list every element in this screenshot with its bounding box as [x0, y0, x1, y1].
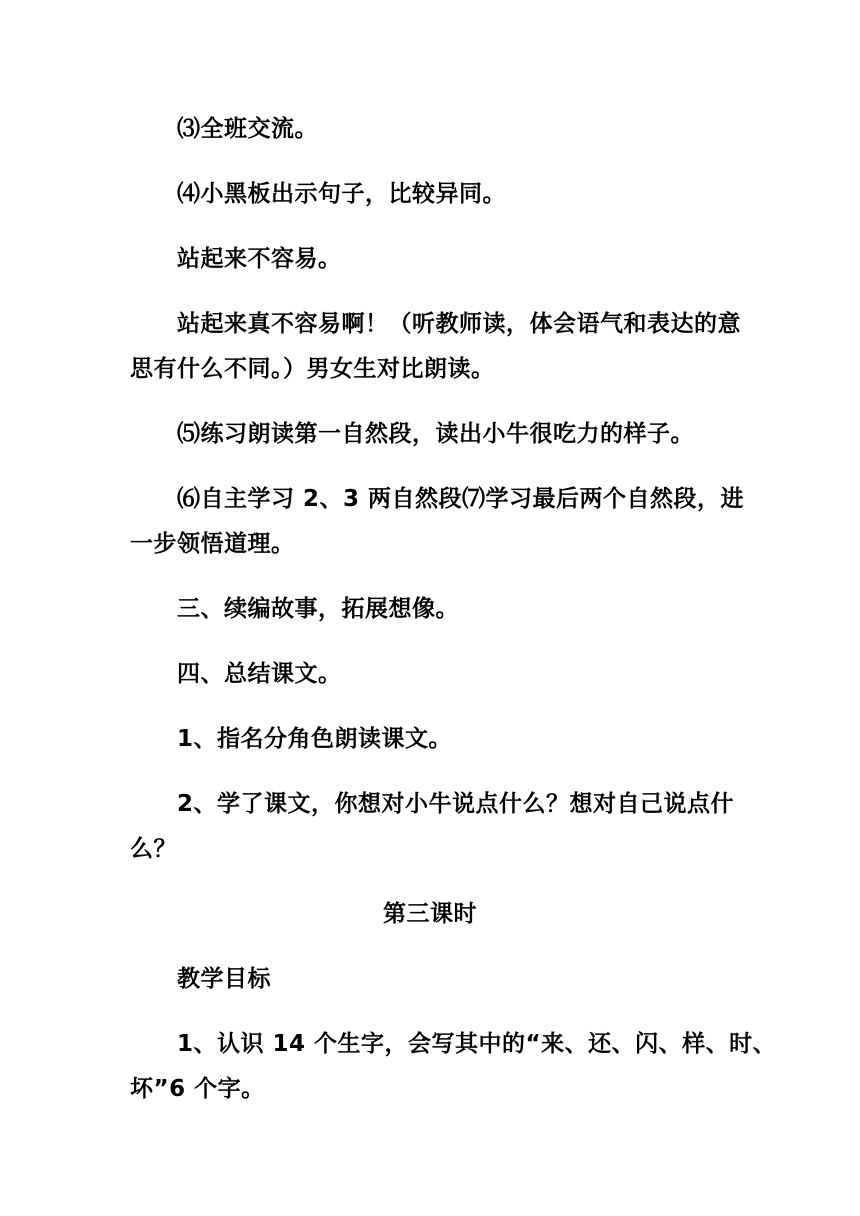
lesson-title: 第三课时: [383, 901, 477, 927]
paragraph-step-6-7-cont: 一步领悟道理。: [130, 531, 295, 557]
paragraph-step-3: ⑶全班交流。: [177, 116, 318, 142]
paragraph-step-6-7: ⑹自主学习 2、3 两自然段⑺学习最后两个自然段，进: [177, 486, 745, 512]
paragraph-step-4: ⑷小黑板出示句子，比较异同。: [177, 181, 506, 207]
section-heading-four: 四、总结课文。: [177, 661, 342, 687]
objectives-heading: 教学目标: [177, 966, 271, 992]
list-item-2: 2、学了课文，你想对小牛说点什么？想对自己说点什: [177, 791, 735, 817]
list-item-2-cont: 么？: [130, 836, 177, 862]
paragraph-step-5: ⑸练习朗读第一自然段，读出小牛很吃力的样子。: [177, 421, 694, 447]
list-item-1: 1、指名分角色朗读课文。: [177, 726, 453, 752]
example-sentence-2: 站起来真不容易啊！（听教师读，体会语气和表达的意: [177, 311, 741, 337]
example-sentence-1: 站起来不容易。: [177, 246, 342, 272]
objective-item-1-cont: 坏”6 个字。: [130, 1076, 265, 1102]
example-sentence-2-cont: 思有什么不同。）男女生对比朗读。: [130, 356, 495, 382]
objective-item-1: 1、认识 14 个生字，会写其中的“来、还、闪、样、时、: [177, 1031, 777, 1057]
section-heading-three: 三、续编故事，拓展想像。: [177, 596, 459, 622]
